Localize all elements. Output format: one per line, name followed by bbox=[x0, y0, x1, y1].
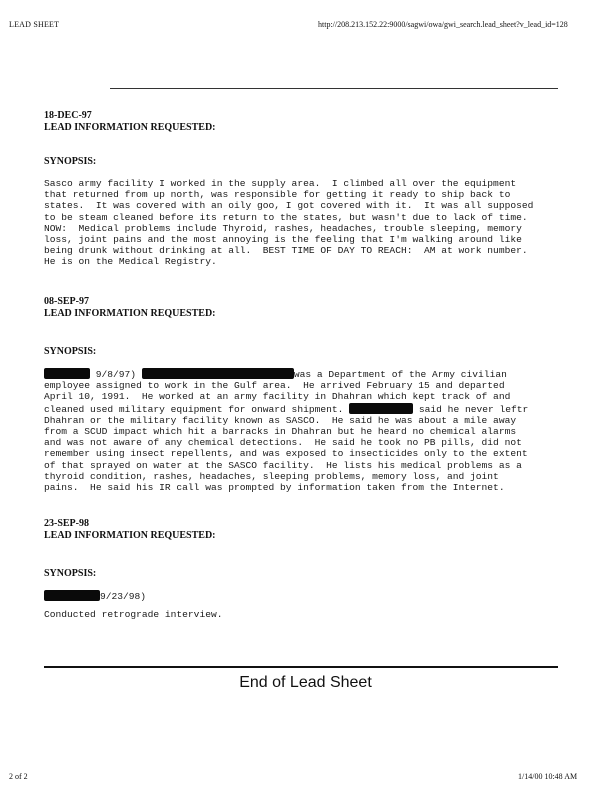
entry-1-synopsis bbox=[44, 178, 574, 268]
synopsis-line: April 10, 1991. He worked at an army facility in Dhahran which kept track of and bbox=[44, 391, 511, 403]
header-url: http://208.213.152.22:9000/sagwi/owa/gwi_search.lead_sheet?v_lead_id=128 bbox=[318, 20, 568, 29]
entry-2-heading bbox=[44, 296, 216, 320]
synopsis-line: NOW: Medical problems include Thyroid, rashes, headaches, trouble sleeping, memory bbox=[44, 222, 522, 234]
bottom-divider bbox=[44, 666, 558, 668]
synopsis-line: Conducted retrograde interview. bbox=[44, 609, 223, 621]
synopsis-line: thyroid condition, rashes, headaches, sleeping problems, memory loss, and joint bbox=[44, 470, 499, 482]
redaction-block bbox=[44, 368, 90, 379]
synopsis-label: SYNOPSIS: bbox=[44, 156, 97, 167]
synopsis-line: remember using insect repellents, and was exposed to insecticides only to the extent bbox=[44, 448, 528, 460]
header-title: LEAD SHEET bbox=[9, 20, 60, 29]
top-divider bbox=[110, 88, 558, 89]
redaction-block bbox=[349, 403, 413, 414]
synopsis-line: of that sprayed on water at the SASCO facility. He lists his medical problems as a bbox=[44, 459, 522, 471]
synopsis-line: that returned from up north, was responsible for getting it ready to ship back to bbox=[44, 189, 511, 201]
synopsis-text: 9/8/97) bbox=[90, 369, 142, 380]
redaction-block bbox=[142, 368, 294, 379]
synopsis-line: being drunk without drinking at all. BEST TIME OF DAY TO REACH: AM at work number. bbox=[44, 245, 528, 257]
entry-3-heading bbox=[44, 518, 216, 542]
entry-date: 23-SEP-98 bbox=[44, 518, 89, 529]
synopsis-line: to be steam cleaned before its return to the states, but wasn't due to lack of time. bbox=[44, 211, 528, 223]
entry-2-synopsis bbox=[44, 368, 574, 493]
lead-info-label: LEAD INFORMATION REQUESTED: bbox=[44, 308, 216, 319]
entry-date: 18-DEC-97 bbox=[44, 110, 92, 121]
synopsis-line: employee assigned to work in the Gulf area. He arrived February 15 and departed bbox=[44, 380, 505, 392]
synopsis-line: Sasco army facility I worked in the supply area. I climbed all over the equipment bbox=[44, 178, 517, 189]
print-timestamp: 1/14/00 10:48 AM bbox=[518, 772, 578, 781]
synopsis-line: states. It was covered with an oily goo, I got covered with it. It was all supposed bbox=[44, 200, 534, 212]
synopsis-label: SYNOPSIS: bbox=[44, 346, 97, 357]
synopsis-label: SYNOPSIS: bbox=[44, 568, 97, 579]
synopsis-line: from a SCUD impact which hit a barracks in Dhahran but he heard no chemical alarms bbox=[44, 426, 517, 438]
synopsis-line: pains. He said his IR call was prompted by information taken from the Internet. bbox=[44, 482, 505, 494]
synopsis-line: Dhahran or the military facility known as SASCO. He said he was about a mile away bbox=[44, 414, 517, 426]
entry-3-synopsis bbox=[44, 590, 574, 620]
synopsis-line: He is on the Medical Registry. bbox=[44, 256, 217, 268]
synopsis-text: cleaned used military equipment for onward shipment. bbox=[44, 403, 350, 415]
entry-1-heading bbox=[44, 110, 216, 134]
synopsis-line: and was not aware of any chemical detections. He said he took no PB pills, did not bbox=[44, 437, 522, 449]
synopsis-text: 9/23/98) bbox=[100, 591, 147, 602]
synopsis-line: loss, joint pains and the most annoying is the feeling that I'm walking around like bbox=[44, 234, 522, 246]
synopsis-text: was a Department of the Army civilian bbox=[293, 369, 507, 380]
redaction-block bbox=[44, 590, 100, 601]
end-of-sheet-title: End of Lead Sheet bbox=[239, 674, 372, 691]
synopsis-text: said he never leftr bbox=[413, 403, 529, 415]
lead-info-label: LEAD INFORMATION REQUESTED: bbox=[44, 122, 216, 133]
page-number: 2 of 2 bbox=[9, 772, 28, 781]
lead-info-label: LEAD INFORMATION REQUESTED: bbox=[44, 530, 216, 541]
entry-date: 08-SEP-97 bbox=[44, 296, 89, 307]
